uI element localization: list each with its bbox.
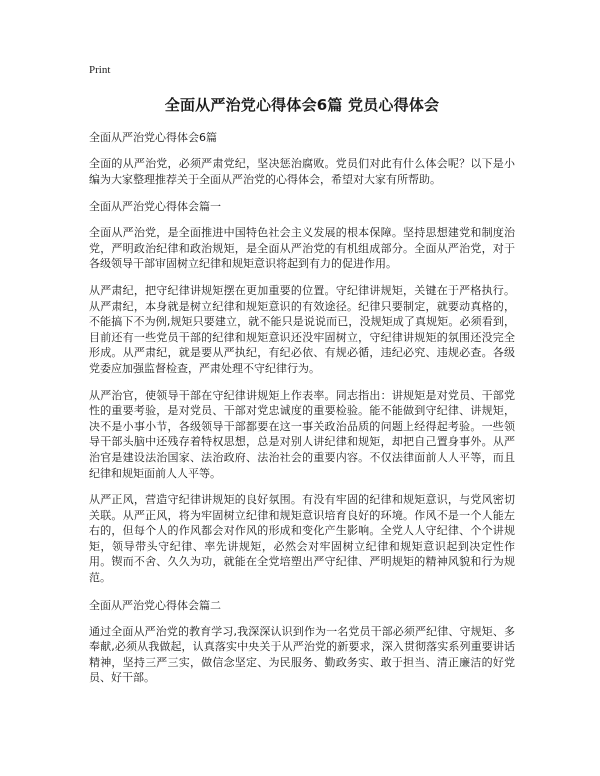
subtitle: 全面从严治党心得体会6篇: [89, 131, 217, 144]
intro-paragraph: 全面的从严治党，必须严肃党纪，坚决惩治腐败。党员们对此有什么体会呢？以下是小编为大家整理推荐关于全面从严治党的心得体会，希望对大家有所帮助。: [89, 157, 515, 186]
paragraph: 全面从严治党，是全面推进中国特色社会主义发展的根本保障。坚持思想建党和制度治党，严明政治纪律和政治规矩，是全面从严治党的有机组成部分。全面从严治党，对于各级领导干部审固树立纪律和规矩意识将起到有力的促进作用。: [89, 226, 515, 271]
paragraph: 从严肃纪，把守纪律讲规矩摆在更加重要的位置。守纪律讲规矩，关键在于严格执行。从严肃纪，本身就是树立纪律和规矩意识的有效途径。纪律只要制定，就要动真格的，不能搞下不为例,规矩只要建立，就不能只是说说而已，没规矩成了真规矩。必须看到，目前还有一些党员干部的纪律和规矩意识还没牢固树立，守纪律讲规矩的氛围还没完全形成。从严肃纪，就是要从严执纪，有纪必依、有规必循，违纪必究、违规必查。各级党委应加强监督检查，严肃处理不守纪律行为。: [89, 283, 515, 375]
page-title: 全面从严治党心得体会6篇 党员心得体会: [164, 96, 440, 114]
paragraph: 从严治官，使领导干部在守纪律讲规矩上作表率。同志指出：讲规矩是对党员、干部党性的重要考验，是对党员、干部对党忠诚度的重要检验。能不能做到守纪律、讲规矩，决不是小事小节，各级领导干部都要在这一事关政治品质的问题上经得起考验。一些领导干部头脑中还残存着特权思想，总是对别人讲纪律和规矩，却把自己置身事外。从严治官是建设法治国家、法治政府、法治社会的重要内容。不仅法律面前人人平等，而且纪律和规矩面前人人平等。: [89, 388, 515, 480]
paragraph: 通过全面从严治党的教育学习,我深深认识到作为一名党员干部必须严纪律、守规矩、多奉献,必须从我做起，认真落实中央关于从严治党的新要求，深入贯彻落实系列重要讲话精神，坚持三严三实，做信念坚定、为民服务、勤政务实、敢于担当、清正廉洁的好党员、好干部。: [89, 624, 515, 685]
section-heading-2: 全面从严治党心得体会篇二: [89, 598, 221, 612]
print-link[interactable]: Print: [89, 64, 111, 76]
paragraph: 从严正风，营造守纪律讲规矩的良好氛围。有没有牢固的纪律和规矩意识，与党风密切关联。从严正风，将为牢固树立纪律和规矩意识培育良好的环境。作风不是一个人能左右的，但每个人的作风都会对作风的形成和变化产生影响。全党人人守纪律、个个讲规矩，领导带头守纪律、率先讲规矩，必然会对牢固树立纪律和规矩意识起到决定性作用。锲而不舍、久久为功，就能在全党培塑出严守纪律、严明规矩的精神风貌和行为规范。: [89, 493, 515, 585]
section-heading-1: 全面从严治党心得体会篇一: [89, 200, 221, 214]
document-page: [89, 64, 515, 697]
